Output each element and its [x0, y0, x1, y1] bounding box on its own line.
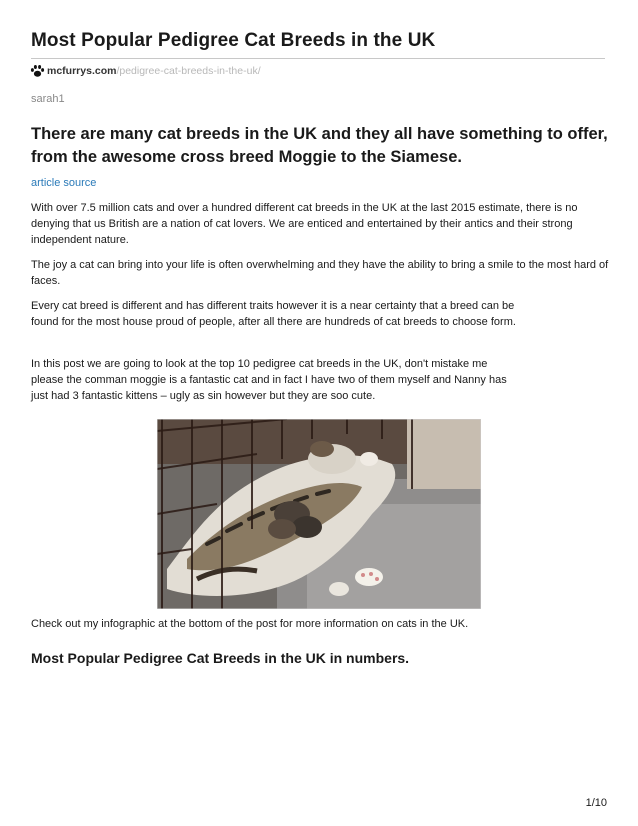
- paragraph-2: The joy a cat can bring into your life is often overwhelming and they have the ability to bring a smile to the most hard of faces.: [31, 259, 609, 287]
- page-title: Most Popular Pedigree Cat Breeds in the UK: [31, 30, 436, 51]
- paragraph-4: In this post we are going to look at the top 10 pedigree cat breeds in the UK, don't mistake me please the comman moggie is a fantastic cat and in fact I have two of them myself and Nanny has just had 3 fantastic kittens – ugly as sin however but they are soo cute.: [31, 358, 507, 402]
- paw-icon: [30, 64, 45, 78]
- lead-heading: There are many cat breeds in the UK and they all have something to offer, from the awesome cross breed Moggie to the Siamese.: [31, 125, 608, 166]
- cat-photo: [157, 419, 481, 609]
- source-line: [30, 64, 261, 78]
- infographic-note: Check out my infographic at the bottom of the post for more information on cats in the UK.: [31, 618, 469, 630]
- page-number: 1/10: [585, 797, 607, 809]
- section-subheading: Most Popular Pedigree Cat Breeds in the UK in numbers.: [31, 650, 410, 666]
- source-domain-link[interactable]: mcfurrys.com: [47, 65, 117, 77]
- article-source-link[interactable]: article source: [31, 177, 97, 189]
- source-path[interactable]: /pedigree-cat-breeds-in-the-uk/: [116, 65, 261, 77]
- author-name: sarah1: [31, 93, 65, 105]
- paragraph-3: Every cat breed is different and has different traits however it is a near certainty that a breed can be found for the most house proud of people, after all there are hundreds of cat breeds to choose form.: [31, 300, 516, 328]
- title-divider: [31, 58, 605, 59]
- paragraph-1: With over 7.5 million cats and over a hundred different cat breeds in the UK at the last 2015 estimate, there is no denying that us British are a nation of cat lovers. We are enticed and entertained by their antics and their strong independent nature.: [31, 202, 578, 246]
